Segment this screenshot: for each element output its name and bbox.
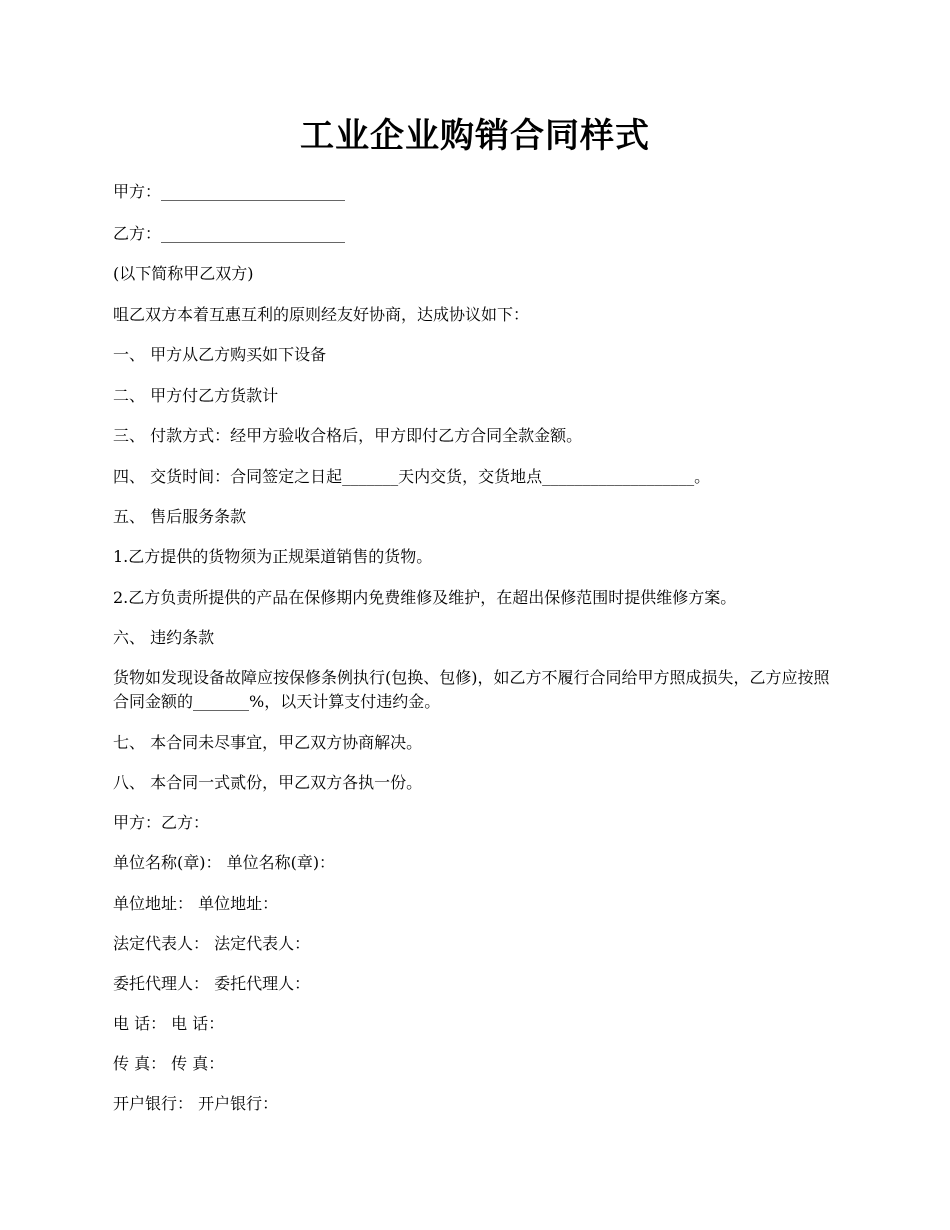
signature-parties: 甲方：乙方： [113, 813, 210, 832]
signature-agent: 委托代理人： 委托代理人： [113, 974, 311, 993]
party-a-line: 甲方：_______________________ [113, 182, 346, 201]
abbreviation-note: (以下简称甲乙双方) [113, 264, 254, 283]
clause-6-text: 货物如发现设备故障应按保修条例执行(包换、包修)，如乙方不履行合同给甲方照成损失，乙方应按照合同金额的_______%，以天计算支付违约金。 [113, 668, 830, 711]
intro-paragraph: 咀乙双方本着互惠互利的原则经友好协商，达成协议如下： [113, 305, 530, 324]
clause-5-item-1: 1.乙方提供的货物须为正规渠道销售的货物。 [113, 547, 433, 566]
clause-3: 三、 付款方式：经甲方验收合格后，甲方即付乙方合同全款金额。 [113, 426, 583, 445]
signature-bank: 开户银行： 开户银行： [113, 1094, 279, 1113]
clause-7: 七、 本合同未尽事宜，甲乙双方协商解决。 [113, 733, 423, 752]
signature-unit-name: 单位名称(章)： 单位名称(章)： [113, 853, 336, 872]
clause-5: 五、 售后服务条款 [113, 507, 247, 526]
signature-legal-rep: 法定代表人： 法定代表人： [113, 934, 311, 953]
clause-2: 二、 甲方付乙方货款计 [113, 386, 279, 405]
clause-4: 四、 交货时间：合同签定之日起_______天内交货，交货地点___________________。 [113, 467, 711, 486]
clause-6: 六、 违约条款 [113, 628, 215, 647]
document-title: 工业企业购销合同样式 [300, 116, 650, 156]
signature-unit-address: 单位地址： 单位地址： [113, 894, 279, 913]
clause-1: 一、 甲方从乙方购买如下设备 [113, 345, 327, 364]
clause-5-item-2: 2.乙方负责所提供的产品在保修期内免费维修及维护，在超出保修范围时提供维修方案。 [113, 588, 737, 607]
clause-8: 八、 本合同一式贰份，甲乙双方各执一份。 [113, 773, 423, 792]
signature-fax: 传 真： 传 真： [113, 1054, 225, 1073]
signature-phone: 电 话： 电 话： [113, 1014, 225, 1033]
party-b-line: 乙方：_______________________ [113, 224, 346, 243]
